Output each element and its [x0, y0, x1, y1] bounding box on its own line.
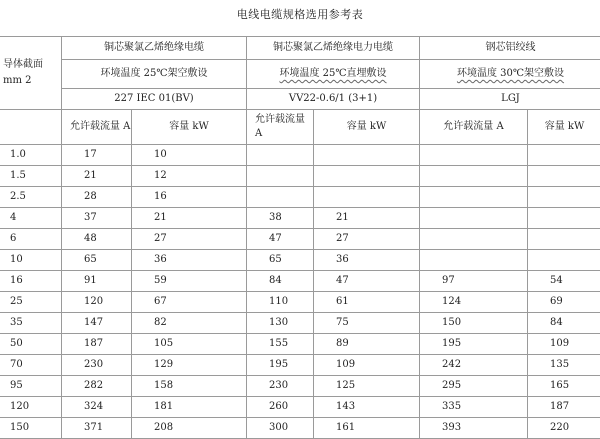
group-1-name: 铜芯聚氯乙烯绝缘电缆 [62, 37, 247, 60]
g1-capacity-cell: 181 [132, 397, 247, 418]
g2-capacity-cell: 47 [314, 271, 420, 292]
g1-current-cell: 28 [62, 187, 132, 208]
g1-capacity-cell: 158 [132, 376, 247, 397]
g3-current-cell [420, 250, 528, 271]
g3-current-cell [420, 166, 528, 187]
section-header-unit: mm 2 [3, 73, 61, 89]
cable-spec-table [0, 36, 600, 439]
table-row [0, 313, 600, 334]
g3-current-cell: 195 [420, 334, 528, 355]
g1-capacity-cell: 129 [132, 355, 247, 376]
g2-current-cell: 130 [247, 313, 314, 334]
cross-section-cell: 10 [0, 250, 62, 271]
g2-current-cell: 300 [247, 418, 314, 439]
cross-section-cell: 95 [0, 376, 62, 397]
g3-capacity-cell: 54 [528, 271, 600, 292]
g2-capacity-header: 容量 kW [314, 110, 420, 145]
g1-current-cell: 17 [62, 145, 132, 166]
g2-capacity-cell: 125 [314, 376, 420, 397]
table-row [0, 376, 600, 397]
group-2-env: 环境温度 25℃直埋敷设 [247, 60, 420, 89]
cross-section-cell: 6 [0, 229, 62, 250]
g1-current-cell: 37 [62, 208, 132, 229]
group-3-name: 钢芯铝绞线 [420, 37, 600, 60]
g1-capacity-cell: 21 [132, 208, 247, 229]
group-1-env: 环境温度 25℃架空敷设 [62, 60, 247, 89]
cross-section-cell: 120 [0, 397, 62, 418]
g3-capacity-cell [528, 229, 600, 250]
g3-capacity-cell [528, 208, 600, 229]
g1-capacity-cell: 27 [132, 229, 247, 250]
g3-capacity-cell: 109 [528, 334, 600, 355]
g3-current-cell: 150 [420, 313, 528, 334]
g2-current-cell [247, 166, 314, 187]
cross-section-cell: 150 [0, 418, 62, 439]
g3-current-cell [420, 187, 528, 208]
g3-current-cell: 393 [420, 418, 528, 439]
group-2-model: VV22-0.6/1 (3+1) [247, 89, 420, 110]
g1-capacity-cell: 10 [132, 145, 247, 166]
g2-current-cell: 230 [247, 376, 314, 397]
g3-current-cell [420, 229, 528, 250]
g2-capacity-cell: 61 [314, 292, 420, 313]
section-header [0, 37, 62, 110]
g3-capacity-cell: 69 [528, 292, 600, 313]
g1-current-cell: 91 [62, 271, 132, 292]
table-row [0, 208, 600, 229]
g1-capacity-cell: 36 [132, 250, 247, 271]
g2-current-cell [247, 187, 314, 208]
g3-capacity-cell [528, 145, 600, 166]
g3-capacity-cell [528, 166, 600, 187]
table-row [0, 355, 600, 376]
g1-current-header: 允许载流量 A [62, 110, 132, 145]
cross-section-cell: 25 [0, 292, 62, 313]
g2-capacity-cell: 21 [314, 208, 420, 229]
page-title: 电线电缆规格选用参考表 [0, 6, 600, 22]
g1-current-cell: 187 [62, 334, 132, 355]
g1-capacity-cell: 16 [132, 187, 247, 208]
g2-current-cell: 38 [247, 208, 314, 229]
group-3-env: 环境温度 30℃架空敷设 [420, 60, 600, 89]
section-header-label: 导体截面 [3, 57, 61, 73]
g1-capacity-header: 容量 kW [132, 110, 247, 145]
cross-section-cell: 16 [0, 271, 62, 292]
g3-current-header: 允许载流量 A [420, 110, 528, 145]
g3-capacity-cell [528, 250, 600, 271]
g3-capacity-cell: 220 [528, 418, 600, 439]
section-header-spacer [0, 110, 62, 145]
g3-capacity-cell [528, 187, 600, 208]
g1-current-cell: 120 [62, 292, 132, 313]
cross-section-cell: 50 [0, 334, 62, 355]
g2-current-cell: 47 [247, 229, 314, 250]
g3-current-cell: 335 [420, 397, 528, 418]
g2-capacity-cell [314, 166, 420, 187]
table-row [0, 250, 600, 271]
g1-current-cell: 147 [62, 313, 132, 334]
g2-current-cell: 195 [247, 355, 314, 376]
g2-current-cell [247, 145, 314, 166]
g1-current-cell: 48 [62, 229, 132, 250]
group-2-name: 铜芯聚氯乙烯绝缘电力电缆 [247, 37, 420, 60]
cross-section-cell: 70 [0, 355, 62, 376]
g3-current-cell: 295 [420, 376, 528, 397]
g3-current-cell: 124 [420, 292, 528, 313]
g3-capacity-header: 容量 kW [528, 110, 600, 145]
g3-current-cell [420, 208, 528, 229]
table-row [0, 418, 600, 439]
g3-current-cell: 97 [420, 271, 528, 292]
g3-capacity-cell: 187 [528, 397, 600, 418]
g1-capacity-cell: 82 [132, 313, 247, 334]
g2-capacity-cell [314, 187, 420, 208]
cross-section-cell: 4 [0, 208, 62, 229]
g2-current-header: 允许载流量 A [247, 110, 314, 145]
g3-capacity-cell: 84 [528, 313, 600, 334]
table-row [0, 187, 600, 208]
g2-capacity-cell: 143 [314, 397, 420, 418]
g2-current-cell: 84 [247, 271, 314, 292]
g1-capacity-cell: 67 [132, 292, 247, 313]
g2-capacity-cell: 109 [314, 355, 420, 376]
g1-current-cell: 65 [62, 250, 132, 271]
table-row [0, 271, 600, 292]
g1-capacity-cell: 105 [132, 334, 247, 355]
g2-capacity-cell: 75 [314, 313, 420, 334]
g2-capacity-cell: 89 [314, 334, 420, 355]
table-row [0, 334, 600, 355]
table-row [0, 229, 600, 250]
g2-capacity-cell: 27 [314, 229, 420, 250]
g1-current-cell: 371 [62, 418, 132, 439]
g2-current-cell: 155 [247, 334, 314, 355]
g3-capacity-cell: 165 [528, 376, 600, 397]
g3-capacity-cell: 135 [528, 355, 600, 376]
g3-current-cell [420, 145, 528, 166]
cross-section-cell: 35 [0, 313, 62, 334]
g2-current-cell: 110 [247, 292, 314, 313]
g2-capacity-cell: 36 [314, 250, 420, 271]
group-1-model: 227 IEC 01(BV) [62, 89, 247, 110]
g2-capacity-cell [314, 145, 420, 166]
g1-current-cell: 282 [62, 376, 132, 397]
table-row [0, 292, 600, 313]
table-row [0, 166, 600, 187]
g2-capacity-cell: 161 [314, 418, 420, 439]
g1-capacity-cell: 208 [132, 418, 247, 439]
cross-section-cell: 1.0 [0, 145, 62, 166]
cross-section-cell: 2.5 [0, 187, 62, 208]
table-row [0, 145, 600, 166]
group-3-model: LGJ [420, 89, 600, 110]
g3-current-cell: 242 [420, 355, 528, 376]
table-row [0, 397, 600, 418]
g2-current-cell: 260 [247, 397, 314, 418]
g1-capacity-cell: 59 [132, 271, 247, 292]
g2-current-cell: 65 [247, 250, 314, 271]
g1-current-cell: 21 [62, 166, 132, 187]
g1-current-cell: 230 [62, 355, 132, 376]
g1-current-cell: 324 [62, 397, 132, 418]
g1-capacity-cell: 12 [132, 166, 247, 187]
cross-section-cell: 1.5 [0, 166, 62, 187]
